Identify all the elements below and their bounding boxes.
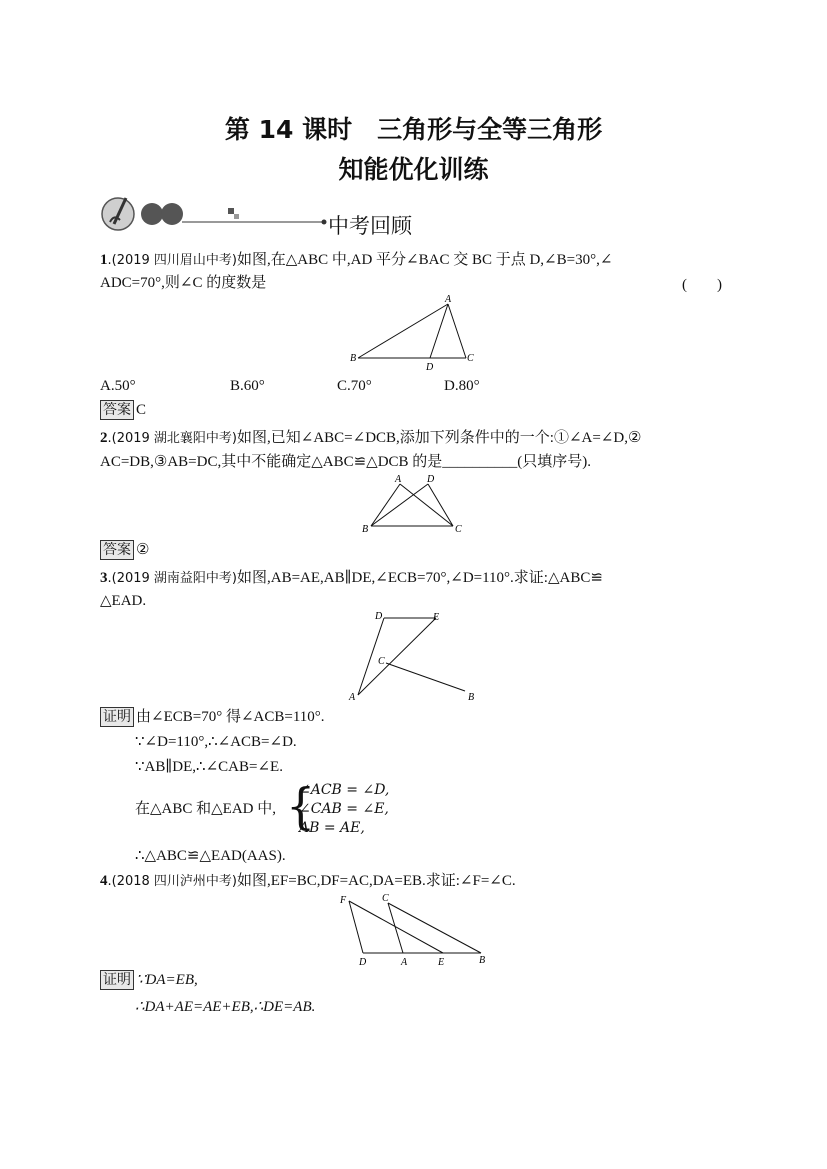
q1-answer-paren: ( ) [682, 277, 722, 293]
q2-figure [355, 470, 475, 540]
q1-answer [100, 400, 146, 420]
q2-source: .(2019 湖北襄阳中考) [107, 431, 237, 446]
q1-line2 [100, 273, 266, 293]
q3-proof-line2: ∵∠D=110°,∴∠ACB=∠D. [135, 734, 297, 750]
q2-line1 [100, 428, 641, 449]
q4-label-f: F [340, 895, 347, 906]
q1-label-b: B [350, 353, 357, 364]
q2-number: 2 [100, 430, 108, 446]
q3-proof-text1: 由∠ECB=70° 得∠ACB=110°. [136, 709, 325, 725]
q3-figure [340, 607, 490, 705]
q1-label-a: A [445, 294, 452, 305]
q4-proof-text1: ∵DA=EB, [136, 972, 198, 988]
q1-option-a: A.50° [100, 378, 136, 394]
q2-label-a: A [395, 474, 402, 485]
q1-label-d: D [426, 362, 434, 373]
q1-answer-value: C [136, 402, 147, 418]
q3-label-a: A [349, 692, 356, 703]
q2-label-d: D [427, 474, 435, 485]
q3-proof-line1 [100, 707, 325, 727]
q1-text1: 如图,在△ABC 中,AD 平分∠BAC 交 BC 于点 D,∠B=30°,∠ [237, 252, 613, 268]
q2-answer-value: ② [136, 542, 150, 558]
q1-option-d: D.80° [444, 378, 480, 394]
q3-proof-line5: ∴△ABC≌△EAD(AAS). [135, 848, 286, 864]
q1-option-c: C.70° [337, 378, 372, 394]
q1-label-c: C [467, 353, 474, 364]
section-title: 中考回顾 [328, 214, 412, 238]
q4-proof-line1 [100, 970, 198, 990]
q3-line2 [100, 591, 146, 611]
q2-label-b: B [362, 524, 369, 535]
q3-label-d: D [375, 611, 383, 622]
q4-label-d: D [359, 957, 367, 968]
q4-source: .(2018 四川泸州中考) [107, 874, 237, 889]
q3-system-line3: AB = AE, [299, 820, 365, 836]
q3-label-c: C [378, 656, 385, 667]
q2-answer-tag: 答案 [100, 540, 134, 560]
q3-label-b: B [468, 692, 475, 703]
q3-source: .(2019 湖南益阳中考) [107, 571, 237, 586]
q3-system-brace: { [286, 777, 316, 835]
q1-answer-tag: 答案 [100, 400, 134, 420]
q4-figure [335, 889, 495, 969]
q1-text2: ADC=70°,则∠C 的度数是 [100, 275, 267, 291]
q4-label-c: C [382, 893, 389, 904]
q2-label-c: C [455, 524, 462, 535]
q4-proof-line2: ∴DA+AE=AE+EB,∴DE=AB. [135, 999, 316, 1015]
q1-number: 1 [100, 252, 108, 268]
q3-proof-tag: 证明 [100, 707, 134, 727]
page-subtitle: 知能优化训练 [338, 155, 489, 184]
q3-text2: △EAD. [100, 593, 147, 609]
q3-number: 3 [100, 570, 108, 586]
q4-label-e: E [438, 957, 445, 968]
q3-line1 [100, 568, 603, 589]
q1-line1 [100, 250, 612, 271]
q1-figure [340, 292, 490, 376]
q2-line2 [100, 452, 591, 472]
q3-proof-line3: ∵AB∥DE,∴∠CAB=∠E. [135, 759, 283, 775]
q3-system-line2: ∠CAB = ∠E, [299, 801, 389, 817]
q3-label-e: E [433, 612, 440, 623]
q4-proof-tag: 证明 [100, 970, 134, 990]
q1-source: .(2019 四川眉山中考) [107, 253, 237, 268]
q3-proof-line4: 在△ABC 和△EAD 中, [135, 801, 276, 817]
q4-number: 4 [100, 873, 108, 889]
q2-text1: 如图,已知∠ABC=∠DCB,添加下列条件中的一个:①∠A=∠D,② [237, 430, 642, 446]
q4-label-a: A [401, 957, 408, 968]
q3-text1: 如图,AB=AE,AB∥DE,∠ECB=70°,∠D=110°.求证:△ABC≌ [237, 570, 603, 586]
page-title: 第 14 课时 三角形与全等三角形 [224, 115, 603, 144]
q2-answer [100, 540, 149, 560]
q2-text2: AC=DB,③AB=DC,其中不能确定△ABC≌△DCB 的是__________(只填序号). [100, 454, 592, 470]
q1-option-b: B.60° [230, 378, 265, 394]
q4-label-b: B [479, 955, 486, 966]
q3-system-line1: ∠ACB = ∠D, [299, 782, 390, 798]
q4-text1: 如图,EF=BC,DF=AC,DA=EB.求证:∠F=∠C. [237, 873, 516, 889]
